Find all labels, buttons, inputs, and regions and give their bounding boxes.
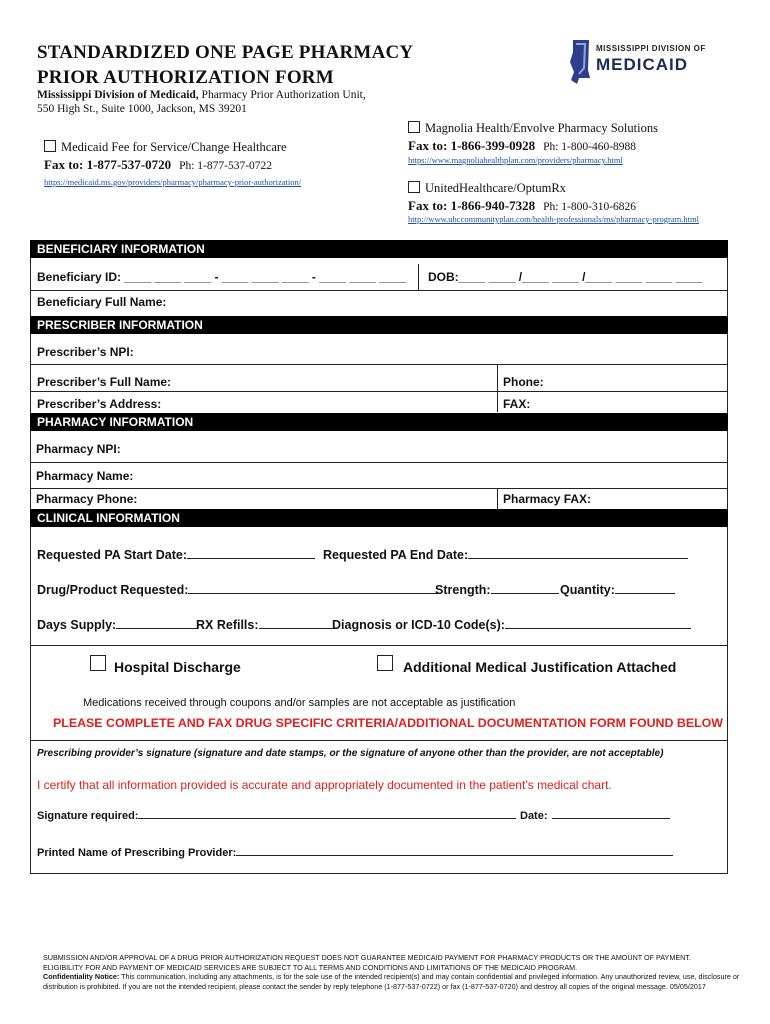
coupon-note: Medications received through coupons and/or samples are not acceptable as justification [83, 697, 516, 709]
pharmacy-fax-field[interactable]: Pharmacy FAX: [503, 492, 592, 506]
justification-checkbox[interactable] [377, 655, 393, 671]
pharmacy-phone-field[interactable]: Pharmacy Phone: [36, 492, 138, 506]
quantity-field[interactable]: Quantity: [560, 581, 675, 597]
uhc-link[interactable]: http://www.uhccommunityplan.com/health-professionals/ms/pharmacy-program.html [408, 214, 699, 224]
diagnosis-field[interactable]: Diagnosis or ICD-10 Code(s): [332, 616, 691, 632]
mississippi-state-icon [567, 40, 591, 84]
dob-field[interactable]: DOB:____ ____ /____ ____ /____ ____ ____ ____ [428, 270, 703, 284]
medicaid-logo: MISSISSIPPI DIVISION OF MEDICAID [567, 40, 747, 84]
plan-ffs[interactable]: Medicaid Fee for Service/Change Healthcare [44, 140, 287, 155]
hospital-discharge-checkbox[interactable] [90, 655, 106, 671]
section-beneficiary: BENEFICIARY INFORMATION [30, 240, 728, 258]
magnolia-link[interactable]: https://www.magnoliahealthplan.com/providers/pharmacy.html [408, 155, 623, 165]
signature-field[interactable]: Signature required: [37, 806, 516, 822]
prescriber-address-field[interactable]: Prescriber’s Address: [37, 397, 162, 411]
beneficiary-name-field[interactable]: Beneficiary Full Name: [37, 295, 167, 309]
divider [497, 488, 498, 509]
justification-label: Additional Medical Justification Attached [403, 659, 677, 675]
signature-note: Prescribing provider’s signature (signature and date stamps, or the signature of anyone other than the provider, are not acceptable) [37, 748, 664, 759]
hospital-discharge-label: Hospital Discharge [114, 659, 241, 675]
divider [30, 364, 728, 365]
ffs-link[interactable]: https://medicaid.ms.gov/providers/pharmacy/pharmacy-prior-authorization/ [44, 177, 302, 187]
uhc-fax: Fax to: 1-866-940-7328 Ph: 1-800-310-6826 [408, 198, 637, 213]
ffs-checkbox[interactable] [44, 140, 56, 152]
plan-magnolia[interactable]: Magnolia Health/Envolve Pharmacy Solutions [408, 121, 658, 136]
divider [418, 264, 419, 290]
pharmacy-name-field[interactable]: Pharmacy Name: [36, 469, 134, 483]
divider [497, 364, 498, 412]
prescriber-npi-field[interactable]: Prescriber’s NPI: [37, 345, 134, 359]
footer-disclaimer: SUBMISSION AND/OR APPROVAL OF A DRUG PRIOR AUTHORIZATION REQUEST DOES NOT GUARANTEE MEDICAID PAYMENT FOR PHARMACY PRODUCTS OR THE AMOUNT OF PAYMENT. ELIGIBILITY FOR AND PAYMENT OF MEDICAID SERVICES ARE SUBJECT TO ALL TERMS AND CONDITIONS AND LIMITATIONS OF THE MEDICAID PROGRAM. Confidentiality Notice: This communication, including any attachments, is for the sole use of the intended recipient(s) and may contain confidential and privileged information. Any unauthorized review, use, disclosure or distribution is prohibited. If you are not the intended recipient, please contact the sender by reply telephone (1-877-537-0722) or fax (1-877-537-0720) and destroy all copies of the original message. 05/05/2017 [43, 953, 740, 991]
magnolia-checkbox[interactable] [408, 121, 420, 133]
division-address: Mississippi Division of Medicaid, Pharmacy Prior Authorization Unit, 550 High St., Suite 1000, Jackson, MS 39201 [37, 89, 366, 115]
uhc-checkbox[interactable] [408, 181, 420, 193]
pharmacy-npi-field[interactable]: Pharmacy NPI: [36, 442, 121, 456]
divider [30, 488, 728, 489]
days-supply-field[interactable]: Days Supply: [37, 616, 198, 632]
date-field[interactable]: Date: [520, 806, 670, 822]
drug-requested-field[interactable]: Drug/Product Requested: [37, 581, 438, 597]
complete-form-note: PLEASE COMPLETE AND FAX DRUG SPECIFIC CRITERIA/ADDITIONAL DOCUMENTATION FORM FOUND BELOW [53, 716, 724, 730]
certify-note: I certify that all information provided is accurate and appropriately documented in the patient’s medical chart. [37, 778, 612, 792]
section-pharmacy: PHARMACY INFORMATION [30, 413, 728, 431]
pa-end-date-field[interactable]: Requested PA End Date: [323, 546, 688, 562]
prescriber-name-field[interactable]: Prescriber’s Full Name: [37, 375, 172, 389]
section-prescriber: PRESCRIBER INFORMATION [30, 316, 728, 334]
magnolia-fax: Fax to: 1-866-399-0928 Ph: 1-800-460-8988 [408, 138, 637, 153]
ffs-fax: Fax to: 1-877-537-0720 Ph: 1-877-537-0722 [44, 157, 273, 172]
divider [30, 290, 728, 291]
section-clinical: CLINICAL INFORMATION [30, 509, 728, 527]
plan-uhc[interactable]: UnitedHealthcare/OptumRx [408, 181, 566, 196]
beneficiary-id-field[interactable]: Beneficiary ID: ____ ____ ____ - ____ ____ ____ - ____ ____ ____ [37, 270, 406, 284]
prescriber-phone-field[interactable]: Phone: [503, 375, 544, 389]
printed-name-field[interactable]: Printed Name of Prescribing Provider: [37, 843, 673, 859]
divider [30, 391, 728, 392]
rx-refills-field[interactable]: RX Refills: [196, 616, 333, 632]
strength-field[interactable]: Strength: [435, 581, 559, 597]
form-title: STANDARDIZED ONE PAGE PHARMACY PRIOR AUTHORIZATION FORM [37, 42, 414, 88]
prescriber-fax-field[interactable]: FAX: [503, 397, 531, 411]
pa-start-date-field[interactable]: Requested PA Start Date: [37, 546, 315, 562]
divider [30, 462, 728, 463]
